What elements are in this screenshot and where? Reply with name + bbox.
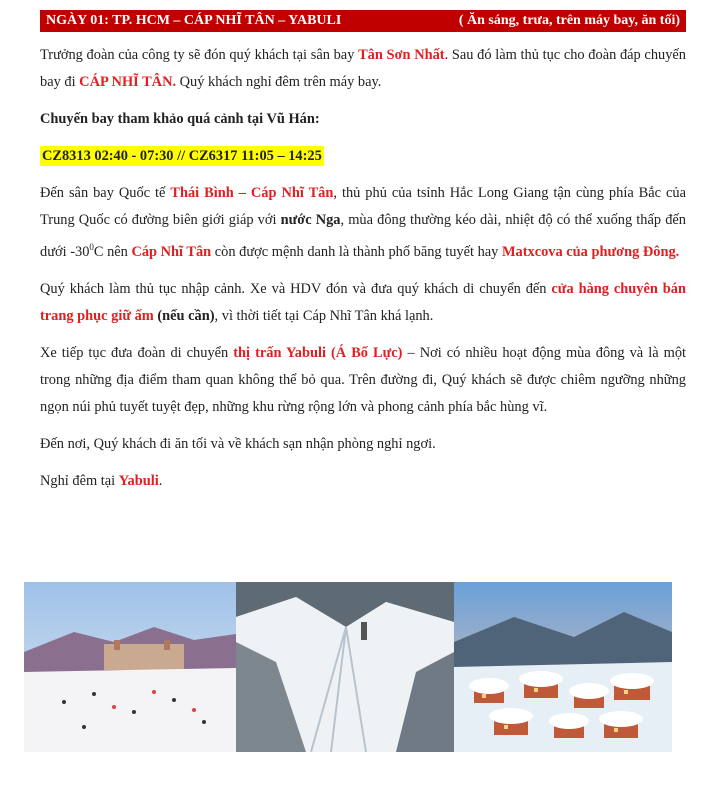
meal-info: ( Ăn sáng, trưa, trên máy bay, ăn tối) bbox=[458, 13, 680, 28]
shop-name: cửa hàng chuyên bán trang phục giữ ấm bbox=[40, 280, 686, 324]
paragraph-dinner: Đến nơi, Quý khách đi ăn tối và về khách sạn nhận phòng nghỉ ngơi. bbox=[40, 435, 436, 452]
city-nickname: Matxcova của phương Đông. bbox=[501, 243, 680, 260]
paragraph-arrival: Đến sân bay Quốc tế Thái Bình – Cáp Nhĩ Tân, thủ phủ của tsỉnh Hắc Long Giang tận cùng phía Bắc của Trung Quốc có đường biên giới giáp với nước Nga, mùa đông thường kéo dài, nhiệt độ có thể xuống thấp đến dưới $-30^0C$ nên Cáp Nhĩ Tân còn được mệnh danh là thành phố băng tuyết hay Matxcova của phương Đông. bbox=[40, 185, 686, 260]
country-name: nước Nga bbox=[280, 212, 341, 228]
day-title: NGÀY 01: TP. HCM – CÁP NHĨ TÂN – YABULI bbox=[46, 13, 342, 28]
snow-village-photo bbox=[454, 582, 672, 752]
flight-heading: Chuyến bay tham khảo quá cảnh tại Vũ Hán: bbox=[40, 111, 320, 127]
paragraph-overnight: Nghỉ đêm tại Yabuli. bbox=[40, 472, 163, 489]
arrival-airport: Thái Bình – Cáp Nhĩ Tân bbox=[170, 185, 334, 201]
overnight-place: Yabuli bbox=[118, 472, 159, 489]
paragraph-shopping: Quý khách làm thủ tục nhập cảnh. Xe và HDV đón và đưa quý khách di chuyển đến cửa hàng chuyên bán trang phục giữ ấm (nếu cần), vì thời tiết tại Cáp Nhĩ Tân khá lạnh. bbox=[40, 280, 686, 324]
town-name: thị trấn Yabuli (Á Bố Lực) bbox=[233, 344, 403, 361]
paragraph-departure: Trưởng đoàn của công ty sẽ đón quý khách tại sân bay Tân Sơn Nhất. Sau đó làm thủ tục cho đoàn đáp chuyến bay đi CÁP NHĨ TÂN. Quý khách nghỉ đêm trên máy bay. bbox=[40, 47, 686, 90]
airport-name: Tân Sơn Nhất bbox=[358, 47, 445, 63]
photo-strip bbox=[24, 582, 672, 752]
city-name: Cáp Nhĩ Tân bbox=[131, 243, 212, 260]
day-header-bar bbox=[40, 10, 686, 32]
flight-info: CZ8313 02:40 - 07:30 // CZ6317 11:05 – 14:25 bbox=[42, 148, 322, 164]
paragraph-yabuli: Xe tiếp tục đưa đoàn di chuyển thị trấn Yabuli (Á Bố Lực) – Nơi có nhiều hoạt động mùa đông và là một trong những địa điểm tham quan không thể bỏ qua. Trên đường đi, Quý khách sẽ được chiêm ngưỡng những ngọn núi phủ tuyết tuyệt đẹp, những khu rừng rộng lớn và phong cảnh phía bắc hùng vĩ. bbox=[40, 344, 687, 415]
itinerary-day bbox=[40, 10, 686, 495]
ski-resort-aerial-photo bbox=[236, 582, 454, 752]
destination-name: CÁP NHĨ TÂN. bbox=[79, 74, 177, 90]
ski-slope-photo bbox=[24, 582, 236, 752]
